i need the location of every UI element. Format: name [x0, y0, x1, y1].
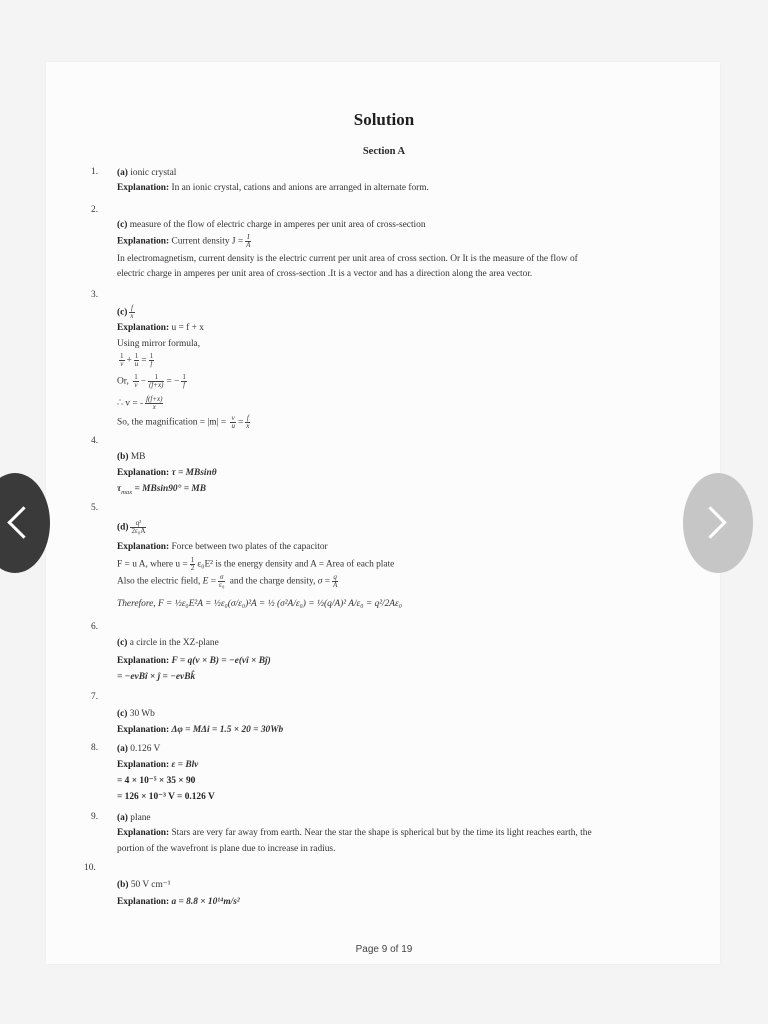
question-number: 7.	[91, 692, 99, 702]
explanation-paragraph: electric charge in amperes per unit area of cross-section .It is a vector and has a direction along the area vector.	[117, 269, 533, 279]
answer-line: (d) $\frac{\text{q²}}{\text{2ε₀A}}$	[117, 519, 146, 535]
equation: So, the magnification = |m| = $\frac{v}{u}$ = $\frac{f}{x}$	[117, 414, 250, 430]
previous-page-button[interactable]	[0, 473, 50, 573]
page-title: Solution	[353, 110, 415, 129]
question-number: 10.	[84, 863, 96, 873]
explanation-line: Explanation: Force between two plates of the capacitor	[117, 542, 328, 552]
equation: Or, $\frac{1}{v}$ − $\frac{1}{(f+x)}$ = − $\frac{1}{f}$	[117, 373, 186, 389]
answer-line: (b) 50 V cm⁻¹	[117, 880, 171, 890]
explanation-paragraph: In electromagnetism, current density is the electric current per unit area of cross section. Or It is the measure of the flow of	[117, 254, 578, 264]
equation: $\frac{1}{v}$ + $\frac{1}{u}$ = $\frac{1}{f}$	[120, 352, 154, 368]
question-number: 6.	[91, 622, 99, 632]
answer-line: (c) a circle in the XZ-plane	[117, 638, 219, 648]
explanation-line: Explanation: a = 8.8 × 10¹⁴m/s²	[117, 897, 240, 907]
answer-line: (a) plane	[117, 813, 151, 823]
question-number: 5.	[91, 503, 99, 513]
answer-line: (c) $\frac{f}{x}$	[117, 304, 134, 320]
answer-line: (b) MB	[117, 452, 146, 462]
answer-line: (c) measure of the flow of electric charge in amperes per unit area of cross-section	[117, 220, 426, 230]
explanation-line: Explanation: Δφ = MΔi = 1.5 × 20 = 30Wb	[117, 725, 284, 735]
answer-line: (a) ionic crystal	[117, 168, 177, 178]
question-number: 1.	[91, 167, 99, 177]
equation: = 126 × 10⁻³ V = 0.126 V	[117, 792, 215, 802]
equation: ∴ v = - $\frac{f(f+x)}{x}$	[117, 395, 163, 411]
question-number: 3.	[91, 290, 99, 300]
equation: $\tau_{max} = MBsin90^\circ$ = MB	[117, 484, 206, 496]
question-number: 9.	[91, 812, 99, 822]
answer-line: (a) 0.126 V	[117, 744, 161, 754]
question-number: 4.	[91, 436, 99, 446]
explanation-text: portion of the wavefront is plane due to increase in radius.	[117, 844, 336, 854]
explanation-line: Explanation: Current density J = $\frac{I}{A}$	[117, 233, 251, 249]
explanation-line: Explanation: In an ionic crystal, cations and anions are arranged in alternate form.	[117, 183, 429, 193]
equation: = −evBî × ĵ = −evBk̂	[117, 672, 196, 682]
page-number: Page 9 of 19	[355, 944, 413, 955]
equation: Therefore, F = ½ε₀E²A = ½ε₀(σ/ε₀)²A = ½ (σ²A/ε₀) = ½(q/A)² A/ε₀ = q²/2Aε₀	[117, 599, 402, 609]
explanation-line: Explanation: F = q(v × B) = −e(vî × Bĵ)	[117, 656, 271, 666]
answer-line: (c) 30 Wb	[117, 709, 155, 719]
question-number: 8.	[91, 743, 99, 753]
explanation-line: Explanation: u = f + x	[117, 323, 204, 333]
explanation-line: Explanation: τ = MBsinθ	[117, 468, 217, 478]
equation: = 4 × 10⁻⁵ × 35 × 90	[117, 776, 196, 786]
explanation-text: Using mirror formula,	[117, 339, 201, 349]
section-heading: Section A	[362, 146, 406, 157]
explanation-line: Explanation: ε = Blv	[117, 760, 199, 770]
equation: F = u A, where u = $\frac{1}{2}$ ε₀E² is the energy density and A = Area of each plate	[117, 556, 395, 572]
chevron-left-icon	[7, 506, 40, 539]
question-number: 2.	[91, 205, 99, 215]
chevron-right-icon	[694, 506, 727, 539]
explanation-line: Explanation: Stars are very far away from earth. Near the star the shape is spherical but by the time its light reaches earth, the	[117, 828, 592, 838]
equation: Also the electric field, E = $\frac{\sigma}{\text{ε₀}}$ and the charge density, σ = $\frac{q}{A}$	[117, 573, 338, 589]
next-page-button[interactable]	[683, 473, 753, 573]
